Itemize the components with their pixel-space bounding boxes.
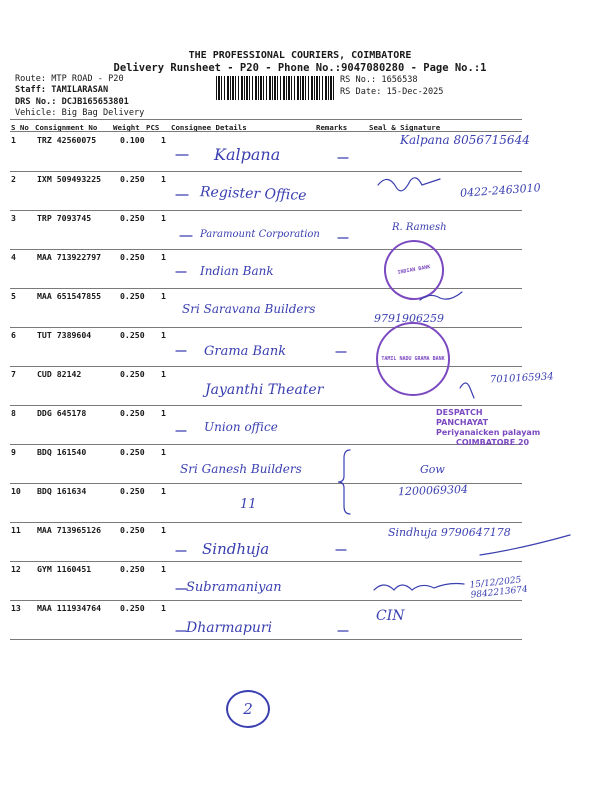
row-consignment: CUD 82142: [37, 369, 82, 379]
signature-scribble: [460, 383, 474, 398]
signature-note: 9791906259: [374, 312, 444, 325]
page-mark: 2: [226, 690, 270, 728]
row-consignment: BDQ 161540: [37, 447, 87, 457]
handwritten-consignee: Register Office: [199, 184, 307, 204]
handwritten-consignee: Paramount Corporation: [200, 229, 320, 240]
signature-note: 7010165934: [489, 371, 554, 386]
row-sno: 9: [11, 447, 16, 457]
route-label: Route: MTP ROAD - P20: [15, 74, 124, 84]
signature-note: 15/12/2025 9842213674: [469, 575, 529, 601]
signature-note: Sindhuja 9790647178: [388, 526, 511, 539]
row-consignment: GYM 1160451: [37, 564, 92, 574]
col-pcs: PCS: [146, 123, 160, 132]
bracket-mark: [338, 450, 350, 514]
row-pcs: 1: [161, 330, 166, 340]
handwritten-consignee: Dharmapuri: [186, 620, 273, 636]
row-sno: 4: [11, 252, 16, 262]
row-sno: 12: [11, 564, 21, 574]
rs-number: RS No.: 1656538: [340, 75, 418, 85]
row-weight: 0.250: [120, 213, 145, 223]
row-pcs: 1: [161, 174, 166, 184]
runsheet-subtitle: Delivery Runsheet - P20 - Phone No.:9047080280 - Page No.:1: [113, 62, 487, 74]
row-consignment: TRP 7093745: [37, 213, 92, 223]
row-consignment: TUT 7389604: [37, 330, 92, 340]
row-rule: [10, 288, 522, 289]
row-sno: 2: [11, 174, 16, 184]
signature-scribble: [374, 584, 464, 591]
handwritten-consignee: Union office: [204, 420, 278, 434]
row-pcs: 1: [161, 408, 166, 418]
row-rule: [10, 561, 522, 562]
signature-note: R. Ramesh: [392, 222, 447, 233]
handwritten-consignee: Sri Saravana Builders: [182, 302, 316, 316]
signature-note: 1200069304: [397, 482, 469, 499]
signature-scribble: [378, 178, 440, 191]
grama-bank-stamp: [376, 322, 450, 396]
row-sno: 6: [11, 330, 16, 340]
stamp-line: PANCHAYAT: [436, 418, 489, 427]
table-top-rule: [10, 119, 522, 120]
indian-bank-stamp: [379, 235, 449, 305]
row-rule: [10, 600, 522, 601]
row-sno: 8: [11, 408, 16, 418]
row-rule: [10, 249, 522, 250]
stamp-line: DESPATCH: [436, 408, 483, 417]
row-rule: [10, 639, 522, 640]
col-consignment: Consignment No: [35, 123, 98, 132]
row-weight: 0.100: [120, 135, 145, 145]
row-pcs: 1: [161, 486, 166, 496]
row-consignment: TRZ 42560075: [37, 135, 97, 145]
row-pcs: 1: [161, 135, 166, 145]
row-rule: [10, 522, 522, 523]
staff-label: Staff: TAMILARASAN: [15, 85, 109, 95]
row-pcs: 1: [161, 213, 166, 223]
row-consignment: MAA 713922797: [37, 252, 102, 262]
handwritten-consignee: Sri Ganesh Builders: [180, 462, 302, 476]
row-sno: 11: [11, 525, 21, 535]
row-rule: [10, 171, 522, 172]
row-sno: 13: [11, 603, 21, 613]
rs-date: RS Date: 15-Dec-2025: [340, 87, 444, 97]
despatch-stamp: [436, 408, 540, 448]
row-pcs: 1: [161, 603, 166, 613]
handwritten-consignee: Grama Bank: [204, 344, 287, 359]
handwritten-consignee: Kalpana: [214, 145, 281, 164]
row-weight: 0.250: [120, 525, 145, 535]
document-title: THE PROFESSIONAL COURIERS, COIMBATORE: [188, 50, 412, 61]
row-rule: [10, 210, 522, 211]
row-consignment: MAA 651547855: [37, 291, 102, 301]
drs-number: DRS No.: DCJB165653801: [15, 97, 129, 107]
row-consignment: MAA 713965126: [37, 525, 102, 535]
row-pcs: 1: [161, 252, 166, 262]
signature-note: Kalpana 8056715644: [400, 133, 530, 147]
col-remarks: Remarks: [316, 123, 348, 132]
stamp-line: Periyanaicken palayam: [436, 428, 541, 437]
row-sno: 10: [11, 486, 21, 496]
row-weight: 0.250: [120, 486, 145, 496]
signature-note: Gow: [420, 463, 445, 476]
signature-note: CIN: [376, 608, 405, 624]
barcode: [216, 76, 336, 100]
row-sno: 5: [11, 291, 16, 301]
row-sno: 1: [11, 135, 16, 145]
col-sno: S No: [11, 123, 29, 132]
vehicle-label: Vehicle: Big Bag Delivery: [15, 108, 145, 118]
row-consignment: MAA 111934764: [37, 603, 102, 613]
row-weight: 0.250: [120, 330, 145, 340]
row-consignment: DDG 645178: [37, 408, 87, 418]
row-pcs: 1: [161, 369, 166, 379]
handwritten-consignee: 11: [240, 497, 257, 512]
row-weight: 0.250: [120, 369, 145, 379]
row-weight: 0.250: [120, 174, 145, 184]
row-pcs: 1: [161, 525, 166, 535]
row-rule: [10, 327, 522, 328]
col-consignee: Consignee Details: [171, 123, 247, 132]
stamp-text: INDIAN BANK: [397, 264, 431, 276]
row-sno: 7: [11, 369, 16, 379]
stamp-text: TAMIL NADU GRAMA BANK: [381, 356, 445, 362]
handwritten-consignee: Jayanthi Theater: [205, 382, 324, 398]
row-rule: [10, 405, 522, 406]
row-weight: 0.250: [120, 564, 145, 574]
handwritten-consignee: Subramaniyan: [186, 580, 282, 595]
stamp-line: COIMBATORE 20: [456, 438, 530, 447]
row-consignment: IXM 509493225: [37, 174, 102, 184]
col-seal: Seal & Signature: [369, 123, 441, 132]
col-weight: Weight: [113, 123, 140, 132]
row-weight: 0.250: [120, 252, 145, 262]
row-weight: 0.250: [120, 291, 145, 301]
handwritten-consignee: Sindhuja: [202, 540, 270, 558]
table-header-rule: [10, 131, 522, 132]
row-weight: 0.250: [120, 408, 145, 418]
row-consignment: BDQ 161634: [37, 486, 87, 496]
row-pcs: 1: [161, 291, 166, 301]
row-pcs: 1: [161, 564, 166, 574]
row-pcs: 1: [161, 447, 166, 457]
row-weight: 0.250: [120, 603, 145, 613]
signature-note: 0422-2463010: [459, 181, 542, 200]
row-weight: 0.250: [120, 447, 145, 457]
row-sno: 3: [11, 213, 16, 223]
handwritten-consignee: Indian Bank: [200, 264, 274, 278]
